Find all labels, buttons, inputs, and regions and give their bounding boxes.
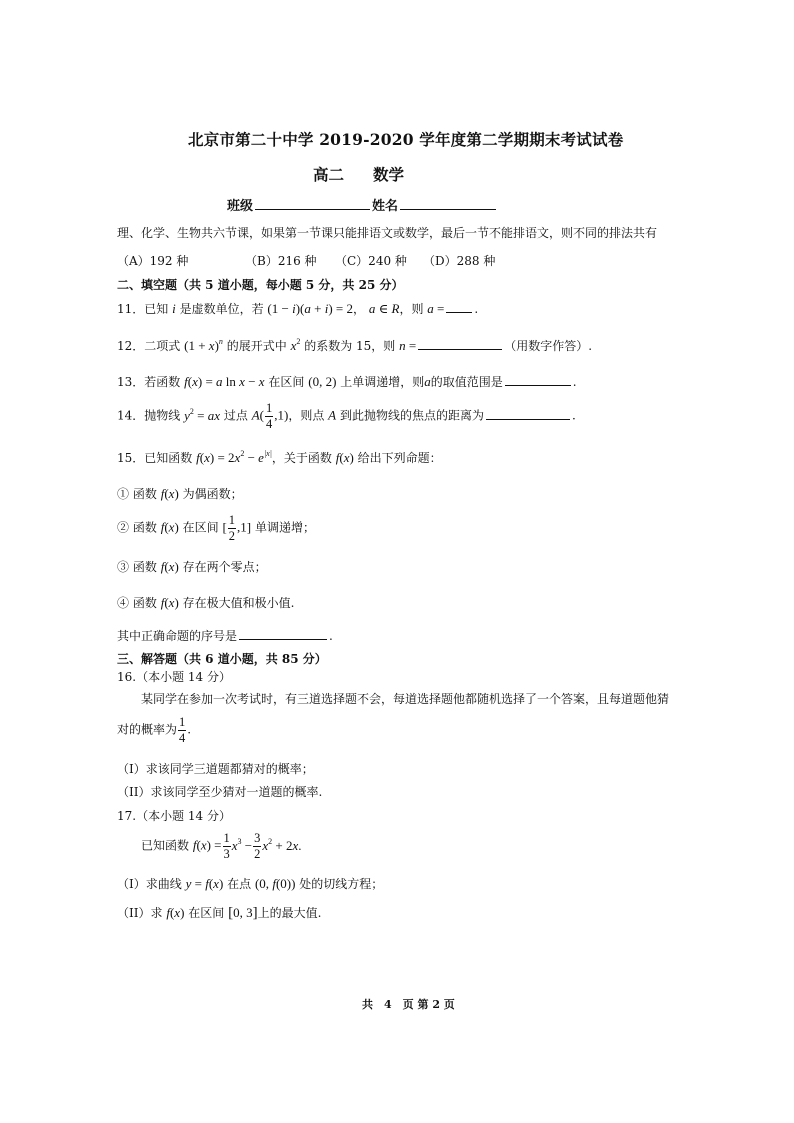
q14: 14．抛物线 $y^2$ = ax 过点 A( $\frac{1}{4}$ ,1)，则点 A 到此抛物线的焦点的距离为 . <box>117 401 576 431</box>
q12-math-binom: $(1 + x)^n$ <box>184 337 223 353</box>
q14-math-A: A <box>328 407 337 423</box>
q17-stem <box>141 832 302 860</box>
q17-math-term-1: $x^3$ − <box>231 836 253 853</box>
item-mark: ④ <box>117 596 130 610</box>
q15-answer-blank <box>239 627 327 640</box>
q17-p2-text-c: 上的最大值. <box>257 906 322 920</box>
q15-item1-fx: f(x) <box>160 486 179 501</box>
item-mark: ① <box>117 487 130 501</box>
q10-option-a: （A）192 种 <box>117 254 189 268</box>
name-label: 姓名 <box>372 199 399 214</box>
q14-text-1: 14．抛物线 <box>117 408 181 423</box>
q13-text-1: 13．若函数 <box>117 375 181 389</box>
q17-p2-text-b: 在区间 <box>188 906 225 920</box>
q13-math-a: a <box>424 374 431 389</box>
q14-math-parabola: $y^2$ = ax <box>184 406 221 423</box>
q14-math-point: A( <box>251 407 264 423</box>
q13: 13．若函数 f(x) = a ln x − x 在区间 (0, 2) 上单调递增，则a的取值范围是 . <box>117 374 577 389</box>
page-footer: 共 4 页 第 2 页 <box>362 998 455 1011</box>
q16-stem-2-text: 对的概率为 <box>117 722 178 737</box>
q15-item4-fx: f(x) <box>160 595 179 610</box>
q12-text-2: 的展开式中 <box>226 339 287 353</box>
item-text-c: 单调递增； <box>254 520 315 535</box>
q15-math-func: $f(x) = 2x^2 - e^{|x|}$ <box>196 449 272 465</box>
q11-text-1: 11．已知 <box>117 302 169 316</box>
q16-part-2: （II）求该同学至少猜对一道题的概率. <box>117 785 323 799</box>
item-mark: ② <box>117 520 130 535</box>
item-mark: ③ <box>117 560 130 574</box>
class-label: 班级 <box>227 199 254 214</box>
q12 <box>117 337 592 354</box>
q12-text-4: （用数字作答）. <box>504 339 593 353</box>
q10-option-d: （D）288 种 <box>423 254 496 268</box>
q17-p2-text-a: （II）求 <box>117 906 163 920</box>
item-text-b: 存在两个零点； <box>182 560 267 574</box>
q14-text-3: ，则点 <box>288 408 325 423</box>
q13-math-interval: (0, 2) <box>308 374 337 389</box>
q16-part-1: （I）求该同学三道题都猜对的概率； <box>117 762 314 776</box>
q13-text-2: 在区间 <box>268 375 305 389</box>
q15-item2-interval: [ <box>222 519 227 535</box>
q17-stem-text: 已知函数 <box>141 838 190 853</box>
q12-math-n: n = <box>399 338 417 353</box>
q16-stem: 某同学在参加一次考试时，有三道选择题不会，每道选择题他都随机选择了一个答案，且每道题他猜 <box>141 692 670 706</box>
q17-p1-text-b: 在点 <box>227 877 252 891</box>
q15-conclusion: 其中正确命题的序号是 . <box>117 629 333 643</box>
q11-math-domain: a ∈ R <box>368 301 400 316</box>
q15-stem <box>117 449 442 466</box>
q15-item3-fx: f(x) <box>160 559 179 574</box>
item-text-a: 函数 <box>132 487 157 501</box>
class-field <box>227 195 498 214</box>
q10-option-b: （B）216 种 <box>245 254 317 268</box>
q15-item2-frac: $\frac{1}{2}$ <box>228 513 236 543</box>
section3-heading: 三、解答题（共 6 道小题，共 85 分） <box>117 652 327 666</box>
q13-text-3: 上单调递增，则 <box>340 375 425 389</box>
q14-frac: $\frac{1}{4}$ <box>265 401 273 431</box>
q15-text-1: 15．已知函数 <box>117 451 193 465</box>
q17-frac-2: $\frac{3}{2}$ <box>254 831 261 861</box>
q15-text-2: ，关于函数 <box>271 451 332 465</box>
q11-answer-blank <box>446 300 472 313</box>
q11-math-eq: (1 − i)(a + i) = 2 <box>267 301 354 316</box>
item-text-b: 为偶函数； <box>182 487 243 501</box>
q15-item2-interval-tail: ,1] <box>237 519 252 535</box>
q17-label: 17.（本小题 14 分） <box>117 809 231 823</box>
q17-frac-1: $\frac{1}{3}$ <box>223 831 230 861</box>
q11-math-a: a = <box>427 301 445 316</box>
q15-math-fx: f(x) <box>335 450 354 465</box>
q14-text-2: 过点 <box>223 408 248 423</box>
q13-text-4: 的取值范围是 <box>430 375 503 389</box>
item-text-b: 在区间 <box>182 520 219 535</box>
q12-answer-blank <box>418 337 502 350</box>
q14-math-point-tail: ,1) <box>274 407 289 423</box>
item-text-a: 函数 <box>132 520 157 535</box>
q13-answer-blank <box>505 373 571 386</box>
q11: 11．已知 i 是虚数单位，若 (1 − i)(a + i) = 2， a ∈ R，则 a = . <box>117 301 479 316</box>
q15-item-1 <box>117 485 243 502</box>
q17-math-func: f(x) = <box>192 837 222 853</box>
class-blank <box>255 197 370 210</box>
q15-item2-fx: f(x) <box>160 519 179 535</box>
q16-frac: $\frac{1}{4}$ <box>179 715 186 745</box>
q12-text-1: 12．二项式 <box>117 339 181 353</box>
q14-answer-blank <box>486 407 570 420</box>
q14-text-4: 到此抛物线的焦点的距离为 <box>339 408 484 423</box>
item-text-a: 函数 <box>132 560 157 574</box>
q16-label: 16.（本小题 14 分） <box>117 670 231 684</box>
q17-part-1 <box>117 875 383 892</box>
q12-text-3: 的系数为 15，则 <box>304 339 396 353</box>
item-text-b: 存在极大值和极小值. <box>182 596 295 610</box>
q10-text: 理、化学、生物共六节课，如果第一节课只能排语文或数学，最后一节不能排语文，则不同的排法共有 <box>117 226 658 240</box>
q15-item-2 <box>117 514 315 542</box>
q17-p1-text-c: 处的切线方程； <box>299 877 384 891</box>
q11-text-3: ， <box>353 302 366 316</box>
q11-text-2: 是虚数单位，若 <box>179 302 264 316</box>
q17-p2-fx: f(x) <box>166 905 185 920</box>
q17-p2-interval: [0, 3] <box>228 905 258 921</box>
q15-conclusion-text: 其中正确命题的序号是 <box>117 629 238 643</box>
q17-p1-point: (0, f(0)) <box>254 876 296 891</box>
q17-part-2 <box>117 904 321 922</box>
q15-item-4 <box>117 594 294 611</box>
subject-label: 数学 <box>373 165 405 184</box>
q15-item-3 <box>117 558 267 575</box>
q16-stem-2: 对的概率为 $\frac{1}{4}$ . <box>117 715 192 745</box>
name-blank <box>400 197 496 210</box>
q13-math-func: f(x) = a ln x − x <box>184 374 265 389</box>
q15-text-3: 给出下列命题： <box>357 451 442 465</box>
q17-math-term-2: $x^2 + 2x$. <box>262 836 302 853</box>
q17-p1-curve: y = f(x) <box>185 876 224 891</box>
q11-math-i: i <box>172 301 176 316</box>
q17-p1-text-a: （I）求曲线 <box>117 877 182 891</box>
q11-text-4: ，则 <box>399 302 424 316</box>
q12-math-x2: $x^2$ <box>290 337 301 353</box>
exam-title: 北京市第二十中学 2019-2020 学年度第二学期期末考试试卷 <box>188 130 624 149</box>
q10-option-c: （C）240 种 <box>335 254 407 268</box>
section2-heading: 二、填空题（共 5 道小题，每小题 5 分，共 25 分） <box>117 278 404 292</box>
grade-label: 高二 <box>313 165 345 184</box>
item-text-a: 函数 <box>132 596 157 610</box>
